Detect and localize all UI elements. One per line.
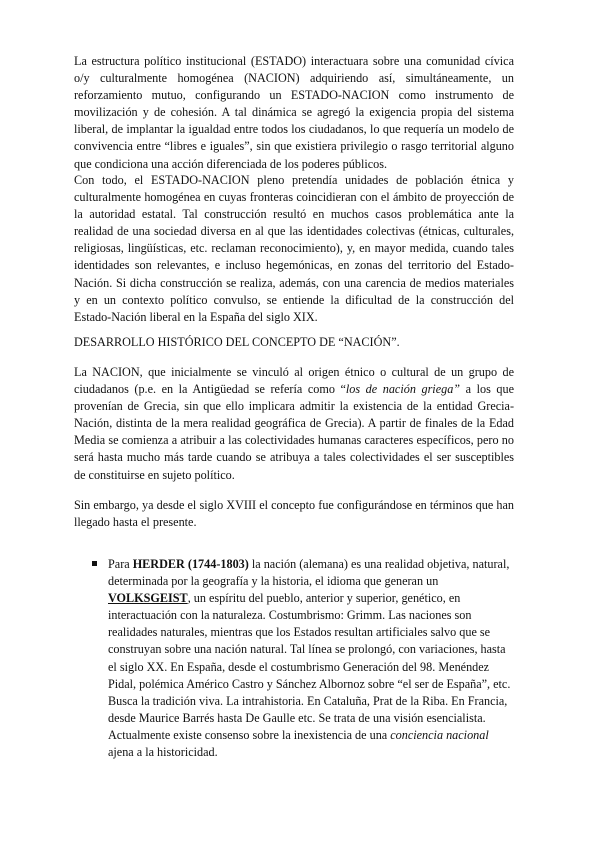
bullet-italic: conciencia nacional <box>390 727 489 742</box>
bullet-bold-volksgeist: VOLKSGEIST <box>108 591 188 606</box>
bullet-text-2: la nación (alemana) es una realidad objetiva, natural, determinada por la geografía y la historia, el idioma que generan un <box>108 557 510 589</box>
bullet-text-3: , un espíritu del pueblo, anterior y superior, genético, en interactuación con la naturaleza. Costumbrismo: Grimm. Las naciones son realidades naturales, mientras que los Estados resultan artificiales salvo que se construyan sobre una nación natural. Tal línea se prolongó, con variaciones, hasta el siglo XX. En España, desde el costumbrismo Generación del 98. Menéndez Pidal, polémica Américo Castro y Sánchez Albornoz sobre “el ser de España”, etc. Busca la tradición viva. La intrahistoria. En Cataluña, Prat de la Riba. En Francia, desde Maurice Barrés hasta De Gaulle etc. Se trata de una visión esencialista. Actualmente existe consenso sobre la inexistencia de una <box>108 591 511 742</box>
bullet-text-1: Para <box>108 557 133 571</box>
bullet-square-icon <box>92 561 97 566</box>
p3-italic: los de nación griega” <box>345 382 461 397</box>
paragraph-con-todo: Con todo, el ESTADO-NACION pleno pretendía unidades de población étnica y culturalmente homogénea en cuyas fronteras coincidieran con el ámbito de proyección de la autoridad estatal. Tal construcción resultó en muchos casos problemática ante la realidad de una sociedad diversa en al que las identidades colectivas (étnicas, culturales, religiosas, lingüísticas, etc. reclaman reconocimiento), y, en mayor medida, cuando tales identidades son relevantes, e incluso hegemónicas, en zonas del territorio del Estado- Nación. Si dicha construcción se realiza, además, con una carencia de medios materiales y en un contexto político convulso, se entiende la dificultad de la construcción del Estado-Nación liberal en la España del siglo XIX. <box>74 173 514 324</box>
paragraph-la-nacion <box>74 364 514 484</box>
bullet-bold-herder: HERDER (1744-1803) <box>132 557 249 571</box>
p3-text-after: a los que provenían de Grecia, sin que ello implicara admitir la existencia de la entidad Grecia-Nación, distinta de la mera realidad geográfica de Grecia). A partir de finales de la Edad Media se comienza a atribuir a las colectividades humanas caracteres específicos, pero no será hasta mucho más tarde cuando se atribuya a tales colectividades el ser susceptibles de constituirse en sujeto político. <box>74 382 514 482</box>
bullet-text-4: ajena a la historicidad. <box>108 745 218 760</box>
list-item-herder <box>108 556 514 761</box>
section-heading: DESARROLLO HISTÓRICO DEL CONCEPTO DE “NACIÓN”. <box>74 335 400 349</box>
paragraph-sin-embargo: Sin embargo, ya desde el siglo XVIII el concepto fue configurándose en términos que han llegado hasta el presente. <box>74 498 514 530</box>
p3-text-before: La NACION, que inicialmente se vinculó al origen étnico o cultural de un grupo de ciudadanos (p.e. en la Antigüedad se refería como “ <box>74 365 514 397</box>
paragraph-estado-nacion: La estructura político institucional (ESTADO) interactuara sobre una comunidad cívica o/y culturalmente homogénea (NACION) adquiriendo así, simultáneamente, un reforzamiento mutuo, configurando un ESTADO-NACION como instrumento de movilización y de cohesión. A tal dinámica se agregó la exigencia propia del sistema liberal, de implantar la igualdad entre todos los ciudadanos, lo que requería un modelo de convivencia entre “libres e iguales”, sin que existiera privilegio o rasgo territorial alguno que condiciona una acción diferenciada de los poderes públicos. <box>74 54 514 171</box>
